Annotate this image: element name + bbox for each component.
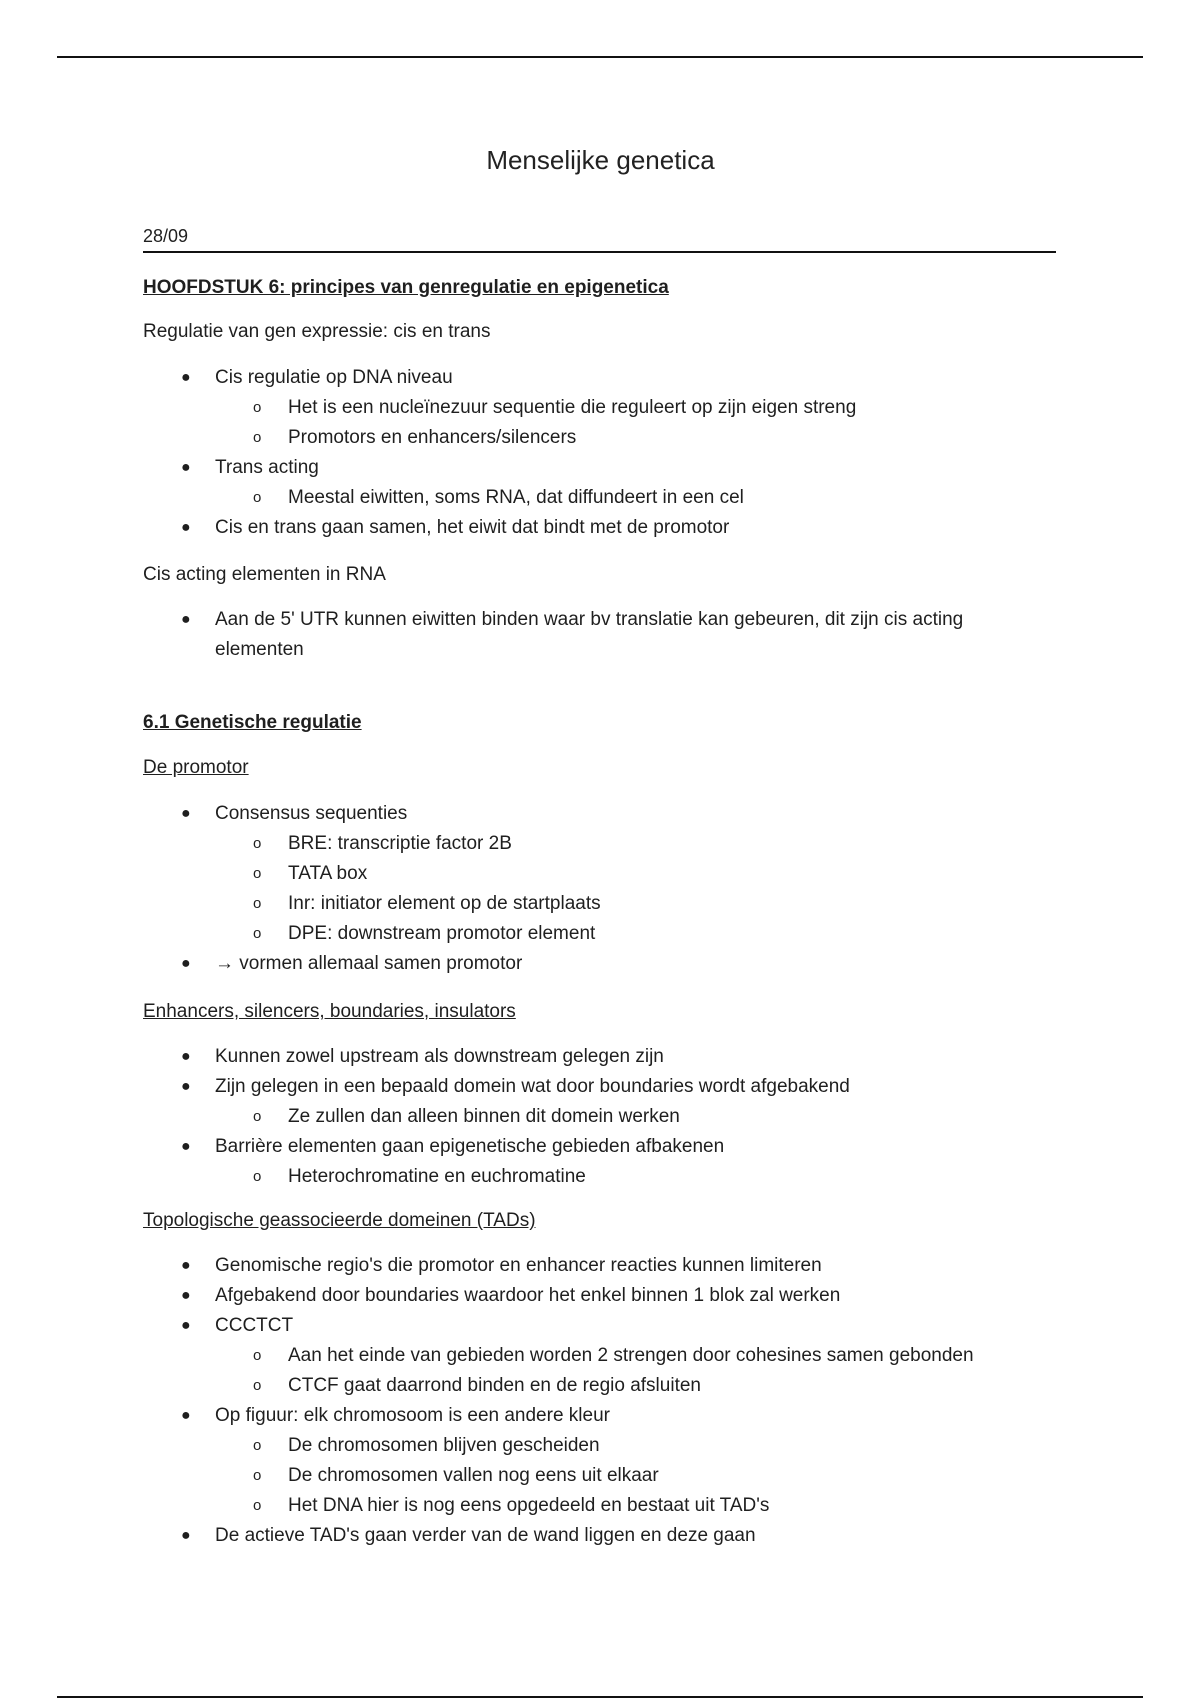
regulation-list (143, 363, 1058, 543)
bullet-text: Op figuur: elk chromosoom is een andere kleur (215, 1405, 610, 1426)
bullet-text: Afgebakend door boundaries waardoor het enkel binnen 1 blok zal werken (215, 1285, 841, 1306)
bullet-dot-icon: ● (181, 459, 191, 476)
promotor-list (143, 799, 1058, 979)
rna-list (143, 605, 1043, 665)
sub-bullet-item (143, 1491, 1058, 1521)
tads-heading: Topologische geassocieerde domeinen (TADs) (143, 1210, 536, 1231)
bullet-dot-icon: ● (181, 611, 191, 628)
bullet-dot-icon: ● (181, 1527, 191, 1544)
bullet-circle-icon: o (253, 835, 262, 852)
date-line: 28/09 (143, 226, 1056, 253)
bullet-item (143, 1251, 1058, 1281)
sub-bullet-item (143, 1341, 1058, 1371)
bullet-text: CCCTCT (215, 1315, 294, 1336)
bullet-text: Het DNA hier is nog eens opgedeeld en bestaat uit TAD's (288, 1495, 770, 1516)
bullet-text: Barrière elementen gaan epigenetische gebieden afbakenen (215, 1136, 725, 1157)
rna-heading: Cis acting elementen in RNA (143, 564, 386, 585)
bullet-text: Heterochromatine en euchromatine (288, 1166, 586, 1187)
enhancers-heading: Enhancers, silencers, boundaries, insulators (143, 1001, 516, 1022)
bullet-text: Kunnen zowel upstream als downstream gelegen zijn (215, 1046, 664, 1067)
bullet-dot-icon: ● (181, 1287, 191, 1304)
bullet-item (143, 1521, 1058, 1551)
bullet-dot-icon: ● (181, 1048, 191, 1065)
page-top-rule (57, 56, 1143, 58)
bullet-circle-icon: o (253, 429, 262, 446)
chapter-heading: HOOFDSTUK 6: principes van genregulatie en epigenetica (143, 277, 669, 298)
bullet-circle-icon: o (253, 925, 262, 942)
sub-bullet-item (143, 483, 1058, 513)
bullet-text: De chromosomen blijven gescheiden (288, 1435, 600, 1456)
bullet-circle-icon: o (253, 865, 262, 882)
bullet-item (143, 1072, 1058, 1102)
sub-bullet-item (143, 829, 1058, 859)
bullet-circle-icon: o (253, 1377, 262, 1394)
bullet-text: BRE: transcriptie factor 2B (288, 833, 512, 854)
sub-bullet-item (143, 889, 1058, 919)
bullet-text: Genomische regio's die promotor en enhancer reacties kunnen limiteren (215, 1255, 822, 1276)
sub-bullet-item (143, 919, 1058, 949)
promotor-heading: De promotor (143, 757, 249, 778)
page-bottom-rule (57, 1696, 1143, 1698)
bullet-dot-icon: ● (181, 1317, 191, 1334)
bullet-text: Ze zullen dan alleen binnen dit domein werken (288, 1106, 680, 1127)
bullet-dot-icon: ● (181, 1138, 191, 1155)
bullet-text: Cis en trans gaan samen, het eiwit dat bindt met de promotor (215, 517, 730, 538)
bullet-circle-icon: o (253, 1108, 262, 1125)
bullet-text: → vormen allemaal samen promotor (215, 953, 523, 974)
bullet-text: Consensus sequenties (215, 803, 408, 824)
bullet-dot-icon: ● (181, 805, 191, 822)
bullet-dot-icon: ● (181, 955, 191, 972)
bullet-dot-icon: ● (181, 519, 191, 536)
bullet-item (143, 1281, 1058, 1311)
bullet-text: CTCF gaat daarrond binden en de regio afsluiten (288, 1375, 701, 1396)
bullet-circle-icon: o (253, 399, 262, 416)
bullet-text: Inr: initiator element op de startplaats (288, 893, 601, 914)
bullet-text: DPE: downstream promotor element (288, 923, 596, 944)
sub-bullet-item (143, 1162, 1058, 1192)
tads-list (143, 1251, 1058, 1551)
bullet-text: Cis regulatie op DNA niveau (215, 367, 453, 388)
bullet-dot-icon: ● (181, 369, 191, 386)
bullet-item (143, 799, 1058, 829)
sub-bullet-item (143, 393, 1058, 423)
bullet-text: De chromosomen vallen nog eens uit elkaar (288, 1465, 659, 1486)
bullet-dot-icon: ● (181, 1407, 191, 1424)
bullet-item (143, 453, 1058, 483)
bullet-text: Het is een nucleïnezuur sequentie die reguleert op zijn eigen streng (288, 397, 857, 418)
bullet-text: Trans acting (215, 457, 319, 478)
bullet-dot-icon: ● (181, 1078, 191, 1095)
bullet-text: TATA box (288, 863, 368, 884)
bullet-text: De actieve TAD's gaan verder van de wand liggen en deze gaan (215, 1525, 756, 1546)
bullet-text: Aan het einde van gebieden worden 2 strengen door cohesines samen gebonden (288, 1345, 974, 1366)
bullet-text: Aan de 5' UTR kunnen eiwitten binden waar bv translatie kan gebeuren, dit zijn cis acting elementen (215, 609, 964, 660)
bullet-item (143, 949, 1058, 979)
bullet-circle-icon: o (253, 1168, 262, 1185)
sub-bullet-item (143, 1431, 1058, 1461)
bullet-text: Meestal eiwitten, soms RNA, dat diffundeert in een cel (288, 487, 744, 508)
bullet-item (143, 605, 1043, 665)
bullet-circle-icon: o (253, 1497, 262, 1514)
bullet-item (143, 363, 1058, 393)
regulation-heading: Regulatie van gen expressie: cis en trans (143, 321, 491, 342)
bullet-circle-icon: o (253, 1437, 262, 1454)
bullet-circle-icon: o (253, 1347, 262, 1364)
bullet-circle-icon: o (253, 1467, 262, 1484)
bullet-item (143, 1042, 1058, 1072)
sub-bullet-item (143, 1371, 1058, 1401)
sub-bullet-item (143, 423, 1058, 453)
bullet-item (143, 513, 1058, 543)
bullet-text: Promotors en enhancers/silencers (288, 427, 577, 448)
bullet-circle-icon: o (253, 489, 262, 506)
sub-bullet-item (143, 1461, 1058, 1491)
section-6-1-heading: 6.1 Genetische regulatie (143, 712, 362, 733)
sub-bullet-item (143, 1102, 1058, 1132)
bullet-item (143, 1311, 1058, 1341)
sub-bullet-item (143, 859, 1058, 889)
bullet-item (143, 1132, 1058, 1162)
document-title: Menselijke genetica (486, 145, 715, 175)
bullet-item (143, 1401, 1058, 1431)
bullet-dot-icon: ● (181, 1257, 191, 1274)
enhancers-list (143, 1042, 1058, 1192)
bullet-circle-icon: o (253, 895, 262, 912)
bullet-text: Zijn gelegen in een bepaald domein wat door boundaries wordt afgebakend (215, 1076, 850, 1097)
